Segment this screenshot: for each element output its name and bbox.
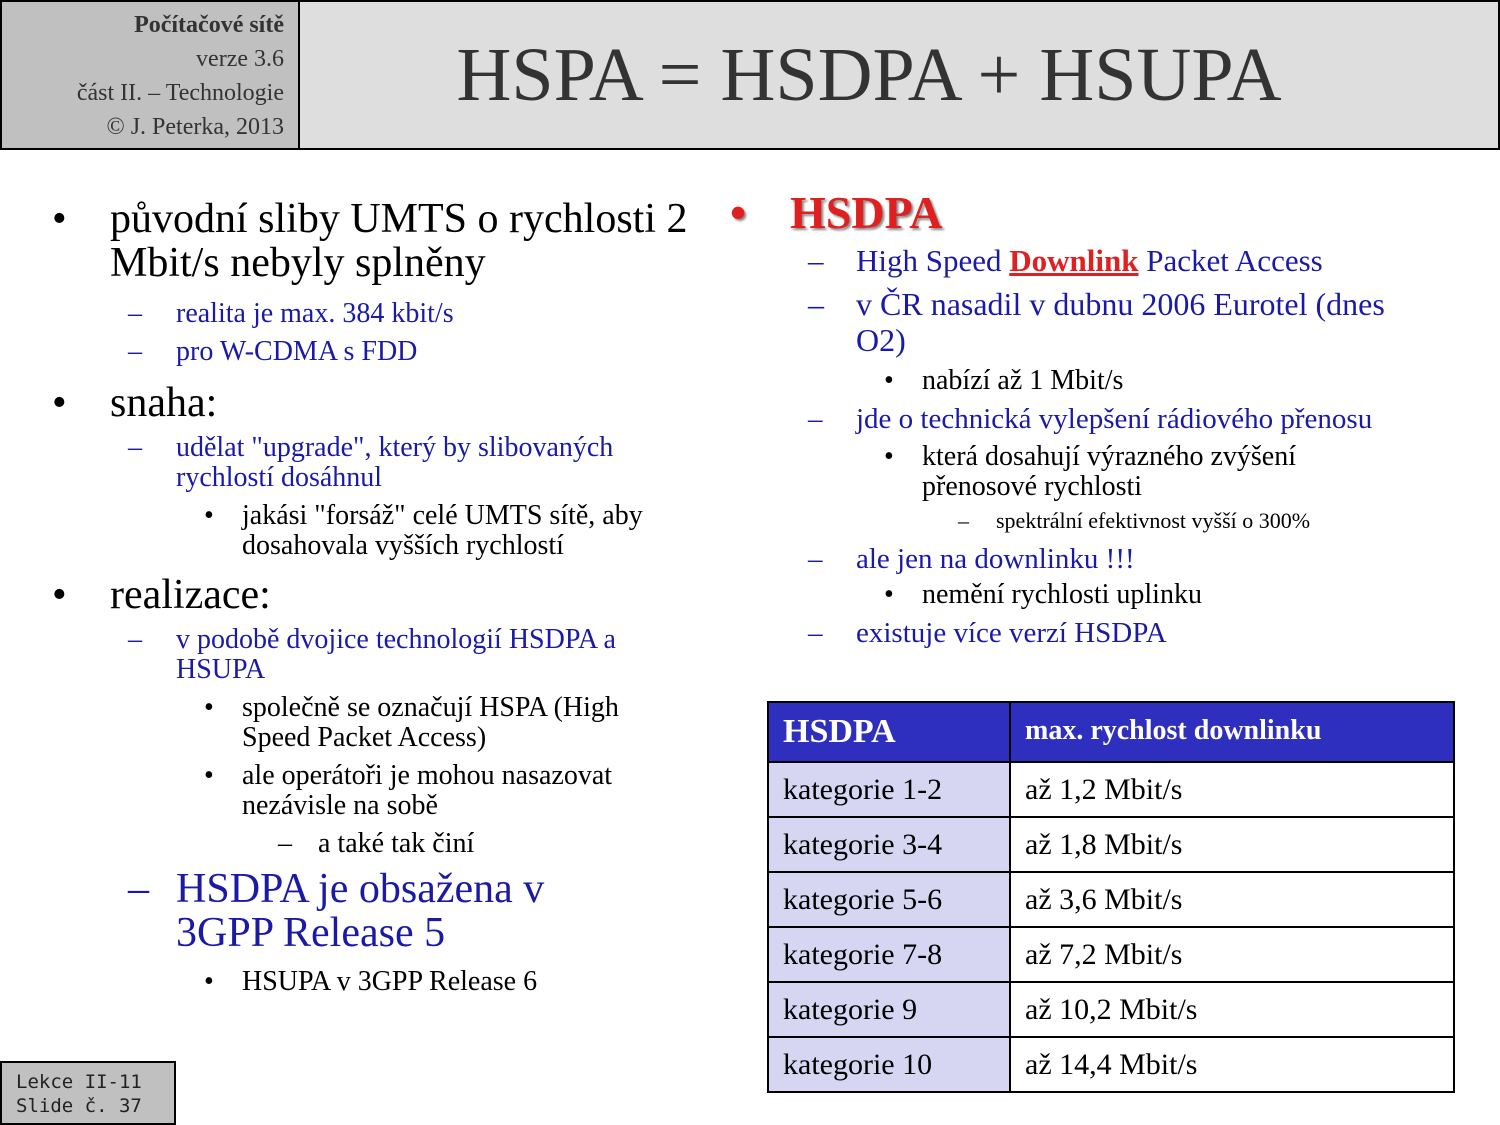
dash-text: ale jen na downlinku !!!: [856, 543, 1135, 575]
bullet-marker: •: [52, 380, 67, 426]
dash-text: jde o technická vylepšení rádiového přenosu: [856, 403, 1373, 435]
subbullet-uplink: [730, 580, 1500, 610]
bullet-text: původní sliby UMTS o rychlosti 2 Mbit/s nebyly splněny: [110, 196, 688, 286]
dash-marker: –: [128, 298, 142, 329]
slide-number: Slide č. 37: [16, 1095, 142, 1117]
subbullet-forsaz: [0, 501, 690, 561]
table-cell-speed: až 1,8 Mbit/s: [1010, 817, 1454, 872]
bullet-original-promises: [0, 197, 690, 285]
bullet-effort: [0, 381, 690, 425]
dash-marker: –: [128, 336, 142, 367]
course-author: © J. Peterka, 2013: [106, 114, 284, 140]
dash-text: udělat "upgrade", který by slibovaných rychlostí dosáhnul: [176, 432, 614, 493]
dash-technology-pair: [0, 625, 690, 685]
dash-marker: –: [958, 508, 969, 533]
dash-marker: –: [808, 543, 823, 575]
bullet-text: snaha:: [110, 380, 218, 426]
table-cell-category: kategorie 7-8: [768, 927, 1010, 982]
table-cell-speed: až 14,4 Mbit/s: [1010, 1037, 1454, 1092]
subbullet-marker: •: [884, 579, 894, 610]
table-row: [768, 762, 1454, 817]
dash-text: a také tak činí: [318, 828, 475, 859]
subbullet-marker: •: [204, 692, 214, 723]
dash-marker: –: [128, 866, 149, 912]
subbullet-operators: [0, 761, 690, 821]
dash-versions: [730, 616, 1500, 650]
bullet-text: HSDPA: [790, 187, 943, 238]
dash-marker: –: [808, 617, 823, 649]
lesson-number: Lekce II-11: [16, 1071, 142, 1093]
subbullet-marker: •: [884, 441, 894, 472]
table-cell-category: kategorie 3-4: [768, 817, 1010, 872]
dash-wcdma: [0, 337, 690, 367]
bullet-text: realizace:: [110, 572, 271, 618]
table-cell-speed: až 10,2 Mbit/s: [1010, 982, 1454, 1037]
subbullet-text: HSUPA v 3GPP Release 6: [242, 966, 538, 997]
dash-they-do: [0, 829, 690, 859]
dash-text: realita je max. 384 kbit/s: [176, 298, 454, 329]
dash-spectral-efficiency: [730, 508, 1500, 534]
table-cell-category: kategorie 1-2: [768, 762, 1010, 817]
dash-full-name: [730, 244, 1500, 278]
table-row: [768, 982, 1454, 1037]
subbullet-hsupa-release: [0, 967, 690, 997]
dash-text: v ČR nasadil v dubnu 2006 Eurotel (dnes O2): [856, 286, 1385, 358]
right-column: [730, 188, 1500, 650]
dash-reality: [0, 299, 690, 329]
course-part: část II. – Technologie: [76, 80, 284, 106]
dash-marker: –: [808, 286, 824, 322]
bullet-marker: •: [730, 187, 747, 238]
dash-marker: –: [128, 432, 142, 463]
subbullet-text: společně se označují HSPA (High Speed Packet Access): [242, 692, 619, 753]
dash-technical-improvements: [730, 402, 1500, 436]
dash-marker: –: [808, 243, 824, 278]
dash-upgrade: [0, 433, 690, 493]
table-cell-speed: až 1,2 Mbit/s: [1010, 762, 1454, 817]
bullet-marker: •: [52, 196, 67, 242]
dash-text: pro W-CDMA s FDD: [176, 336, 418, 367]
dash-czech-deployment: [730, 286, 1500, 358]
course-version: verze 3.6: [196, 46, 284, 72]
dash-text: v podobě dvojice technologií HSDPA a HSUPA: [176, 624, 616, 685]
table-header: max. rychlost downlinku: [1010, 702, 1454, 762]
dash-hsdpa-release: [0, 867, 690, 955]
subbullet-marker: •: [204, 966, 214, 997]
table-row: [768, 1037, 1454, 1092]
table-cell-category: kategorie 10: [768, 1037, 1010, 1092]
course-name: Počítačové sítě: [134, 12, 284, 38]
table-row: [768, 872, 1454, 927]
downlink-highlight: Downlink: [1009, 243, 1139, 278]
subbullet-hspa: [0, 693, 690, 753]
subbullet-speed-increase: [730, 442, 1500, 502]
subbullet-marker: •: [884, 365, 894, 396]
subbullet-text: jakási "forsáž" celé UMTS sítě, aby dosahovala vyšších rychlostí: [242, 500, 643, 561]
table-cell-speed: až 3,6 Mbit/s: [1010, 872, 1454, 927]
subbullet-marker: •: [204, 760, 214, 791]
subbullet-offer: [730, 366, 1500, 396]
subbullet-text: která dosahují výrazného zvýšení přenosové rychlosti: [922, 441, 1296, 502]
table-row: [768, 927, 1454, 982]
subbullet-text: nemění rychlosti uplinku: [922, 579, 1202, 610]
subbullet-text: ale operátoři je mohou nasazovat nezávisle na sobě: [242, 760, 613, 821]
bullet-realization: [0, 573, 690, 617]
slide-footer: [0, 1061, 176, 1125]
left-column: [0, 197, 690, 997]
dash-marker: –: [808, 403, 823, 435]
subbullet-marker: •: [204, 500, 214, 531]
dash-text: spektrální efektivnost vyšší o 300%: [996, 508, 1311, 533]
dash-downlink-only: [730, 542, 1500, 576]
dash-marker: –: [278, 828, 292, 859]
slide-title: HSPA = HSDPA + HSUPA: [300, 0, 1500, 150]
dash-text: HSDPA je obsažena v 3GPP Release 5: [176, 866, 545, 956]
subbullet-text: nabízí až 1 Mbit/s: [922, 365, 1124, 396]
table-header: HSDPA: [768, 702, 1010, 762]
dash-marker: –: [128, 624, 142, 655]
table-cell-category: kategorie 5-6: [768, 872, 1010, 927]
dash-text-prefix: High Speed: [856, 243, 1010, 278]
table-cell-category: kategorie 9: [768, 982, 1010, 1037]
dash-text-suffix: Packet Access: [1138, 243, 1323, 278]
course-info-box: [0, 0, 300, 150]
hsdpa-category-table: [767, 701, 1455, 1093]
table-row: [768, 817, 1454, 872]
table-header-row: [768, 702, 1454, 762]
bullet-hsdpa: [730, 188, 1500, 238]
table-cell-speed: až 7,2 Mbit/s: [1010, 927, 1454, 982]
bullet-marker: •: [52, 572, 67, 618]
dash-text: existuje více verzí HSDPA: [856, 617, 1167, 649]
